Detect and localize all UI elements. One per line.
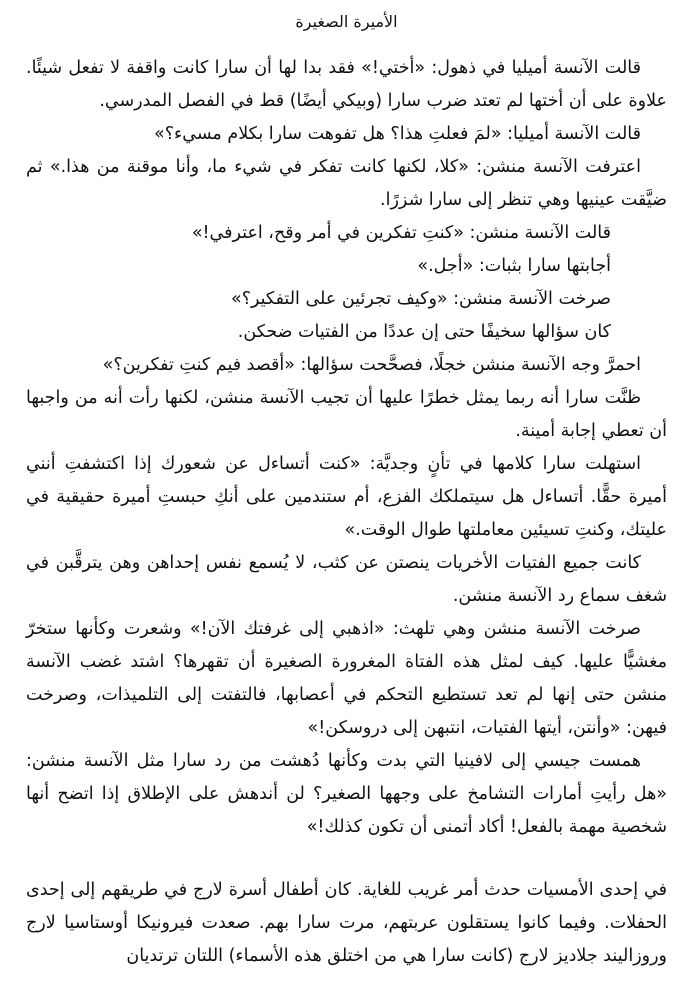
paragraph: استهلت سارا كلامها في تأنٍ وجديَّة: «كنت أتساءل عن شعورك إذا اكتشفتِ أنني أميرة حقًّا. أتساءل هل سيتملكك الفزع، أم ستندمين على أنكِ حبستِ أميرة حقيقية في عليتك، وكنتِ تسيئين معاملتها طوال الوقت.»: [26, 454, 667, 540]
paragraph: كانت جميع الفتيات الأخريات ينصتن عن كثب، لا يُسمع نفس إحداهن وهن يترقَّبن في شغف سماع رد الآنسة منشن.: [26, 553, 667, 606]
paragraph: ظنَّت سارا أنه ربما يمثل خطرًا عليها أن تجيب الآنسة منشن، لكنها رأت أنه من واجبها أن تعطي إجابة أمينة.: [26, 388, 667, 441]
paragraph: أجابتها سارا بثبات: «أجل.»: [417, 256, 611, 276]
paragraph: في إحدى الأمسيات حدث أمر غريب للغاية. كان أطفال أسرة لارج في طريقهم إلى إحدى الحفلات. وفيما كانوا يستقلون عربتهم، مرت سارا بهم. صعدت فيرونيكا أوستاسيا لارج وروزاليند جلاديز لارج (كانت سارا هي من اختلق هذه الأسماء) اللتان ترتديان: [26, 880, 667, 966]
paragraph: صرخت الآنسة منشن وهي تلهث: «اذهبي إلى غرفتك الآن!» وشعرت وكأنها ستخرّ مغشيًّا عليها. كيف لمثل هذه الفتاة المغرورة الصغيرة أن تقهرها؟ اشتد غضب الآنسة منشن حتى إنها لم تعد تستطيع التحكم في أعصابها، فالتفتت إلى التلميذات، وصرخت فيهن: «وأنتن، أيتها الفتيات، انتبهن إلى دروسكن!»: [26, 619, 667, 738]
paragraph: همست جيسي إلى لافينيا التي بدت وكأنها دُهشت من رد سارا مثل الآنسة منشن: «هل رأيتِ أمارات التشامخ على وجهها الصغير؟ لن أندهش على الإطلاق إذا اتضح أنها شخصية مهمة بالفعل! أكاد أتمنى أن تكون كذلك!»: [26, 751, 667, 837]
running-header-title: الأميرة الصغيرة: [295, 12, 398, 31]
scene-break: [26, 844, 667, 874]
book-page: [26, 0, 667, 1000]
paragraph: صرخت الآنسة منشن: «وكيف تجرئين على التفكير؟»: [230, 289, 611, 309]
paragraph: كان سؤالها سخيفًا حتى إن عددًا من الفتيات ضحكن.: [237, 322, 611, 342]
paragraph: احمرَّ وجه الآنسة منشن خجلًا، فصحَّحت سؤالها: «أقصد فيم كنتِ تفكرين؟»: [102, 355, 641, 375]
paragraph: قالت الآنسة أميليا: «لمَ فعلتِ هذا؟ هل تفوهت سارا بكلام مسيء؟»: [154, 124, 641, 144]
section-two: [26, 874, 667, 973]
chapter-text: [26, 52, 667, 973]
paragraph: اعترفت الآنسة منشن: «كلا، لكنها كانت تفكر في شيء ما، وأنا موقنة من هذا.» ثم ضيَّقت عينيها وهي تنظر إلى سارا شزرًا.: [26, 157, 667, 210]
paragraph: قالت الآنسة منشن: «كنتِ تفكرين في أمر وقح، اعترفي!»: [191, 223, 611, 243]
paragraph: قالت الآنسة أميليا في ذهول: «أختي!» فقد بدا لها أن سارا كانت واقفة لا تفعل شيئًا. علاوة على أن أختها لم تعتد ضرب سارا (وبيكي أيضًا) قط في الفصل المدرسي.: [26, 58, 667, 111]
